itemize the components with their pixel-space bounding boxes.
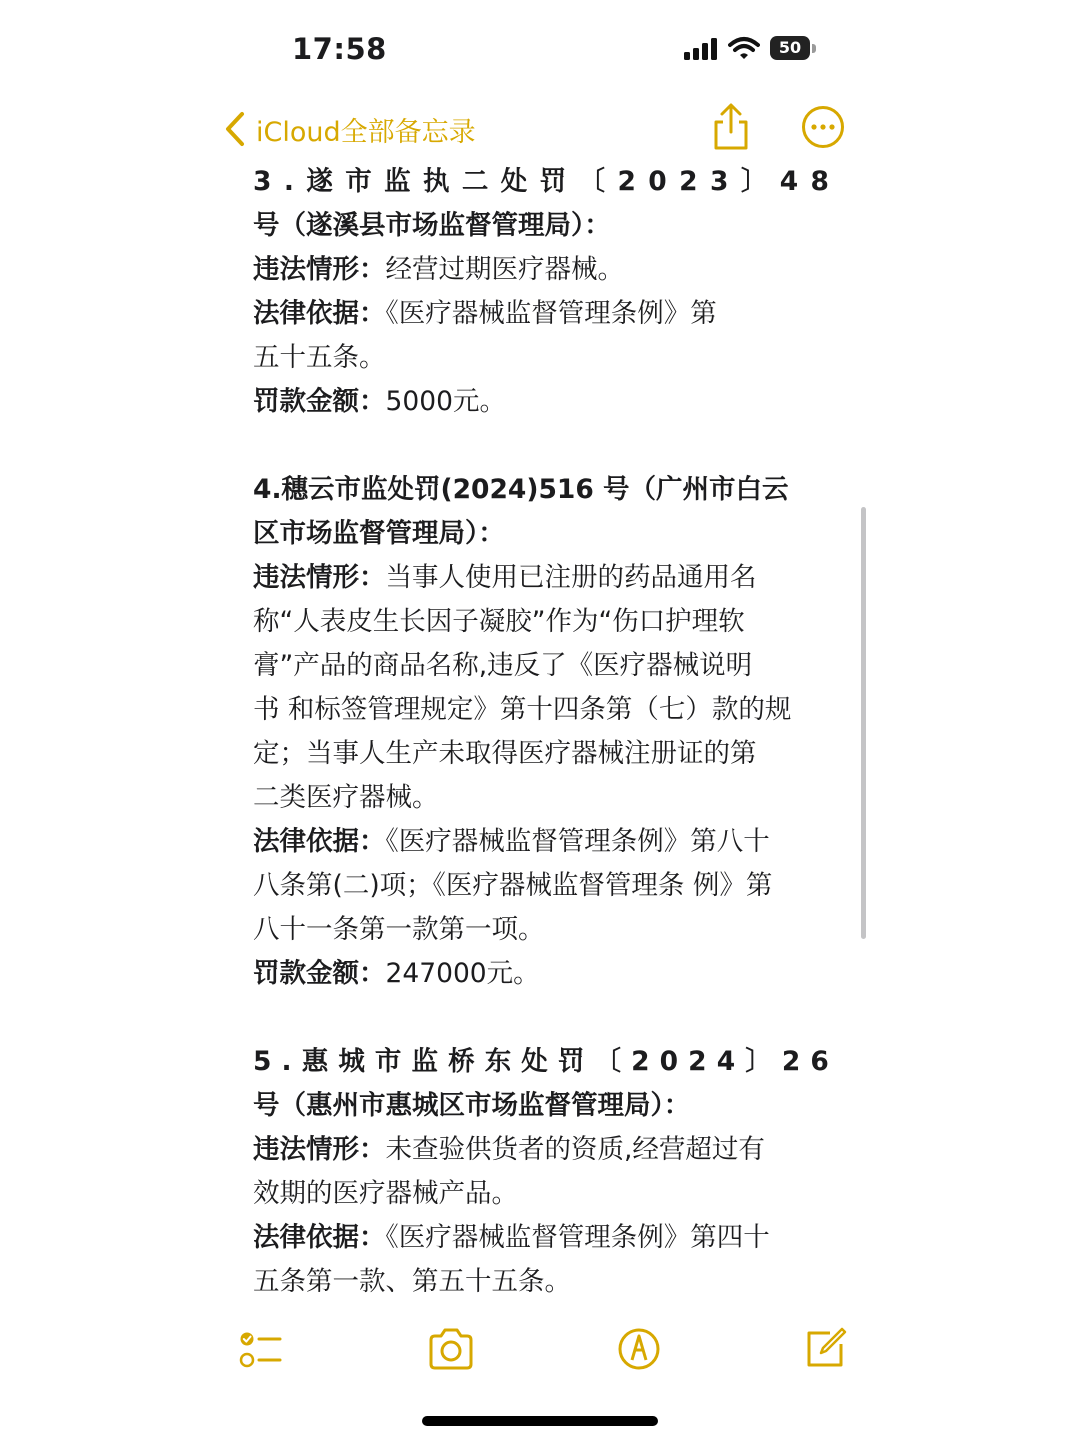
scrollbar[interactable] xyxy=(861,507,866,939)
heading-char: 4 xyxy=(779,166,799,197)
blank-line xyxy=(253,424,829,468)
s4-violation-text: 当事人使用已注册的药品通用名 xyxy=(385,562,757,593)
heading-char: 〔 xyxy=(578,166,606,197)
status-time: 17:58 xyxy=(292,32,387,66)
heading-char: 东 xyxy=(484,1046,512,1077)
s4-violation-cont: 定；当事人生产未取得医疗器械注册证的第 xyxy=(253,738,757,769)
s4-violation-cont: 二类医疗器械。 xyxy=(253,782,439,813)
heading-char: 罚 xyxy=(539,166,567,197)
heading-char: 市 xyxy=(345,166,372,197)
s3-basis-text: 《医疗器械监督管理条例》第 xyxy=(385,298,717,329)
more-icon[interactable] xyxy=(800,104,846,150)
battery-icon: 50 xyxy=(770,36,810,60)
battery-tip xyxy=(812,44,816,53)
heading-char: 8 xyxy=(810,166,829,197)
s5-heading-line2: 号（惠州市惠城区市场监督管理局）： xyxy=(253,1090,691,1121)
heading-char: 遂 xyxy=(306,166,333,197)
heading-char: 处 xyxy=(500,166,528,197)
s5-basis-text: 《医疗器械监督管理条例》第四十 xyxy=(385,1222,770,1253)
note-body[interactable] xyxy=(253,160,829,1304)
s3-heading-line1 xyxy=(253,160,829,204)
s3-fine xyxy=(253,380,829,424)
heading-char: 二 xyxy=(461,166,489,197)
s3-fine-label: 罚款金额： xyxy=(253,386,386,417)
checklist-icon[interactable] xyxy=(236,1324,286,1374)
heading-char: 〔 xyxy=(594,1046,621,1077)
heading-char: 〕 xyxy=(740,166,768,197)
back-button[interactable] xyxy=(220,102,476,156)
s5-basis-cont: 五条第一款、第五十五条。 xyxy=(253,1266,571,1297)
heading-char: 0 xyxy=(648,166,667,197)
heading-char: 城 xyxy=(338,1046,365,1077)
heading-char: 监 xyxy=(411,1046,438,1077)
heading-char: 2 xyxy=(617,166,636,197)
wifi-icon xyxy=(728,36,760,60)
heading-char: 处 xyxy=(521,1046,548,1077)
s5-violation xyxy=(253,1128,829,1172)
nav-bar xyxy=(0,98,1080,160)
s4-basis-text: 《医疗器械监督管理条例》第八十 xyxy=(385,826,770,857)
heading-char: 4 xyxy=(716,1046,736,1077)
cellular-signal-icon xyxy=(684,38,720,60)
chevron-left-icon xyxy=(220,109,250,149)
s4-fine-label: 罚款金额： xyxy=(253,958,386,989)
heading-char: 惠 xyxy=(301,1046,329,1077)
s4-basis-label: 法律依据： xyxy=(253,826,386,857)
heading-char: . xyxy=(281,1046,292,1077)
heading-char: 5 xyxy=(253,1046,272,1077)
s5-heading-line1 xyxy=(253,1040,829,1084)
markup-icon[interactable] xyxy=(614,1324,664,1374)
compose-icon[interactable] xyxy=(800,1324,850,1374)
back-label: iCloud全部备忘录 xyxy=(256,116,476,148)
s4-violation-label: 违法情形： xyxy=(253,562,386,593)
heading-char: 2 xyxy=(679,166,698,197)
s5-violation-cont: 效期的医疗器械产品。 xyxy=(253,1178,518,1209)
bottom-toolbar xyxy=(0,1318,1080,1378)
heading-char: 罚 xyxy=(557,1046,585,1077)
s5-violation-text: 未查验供货者的资质,经营超过有 xyxy=(385,1134,765,1165)
s3-basis-cont: 五十五条。 xyxy=(253,342,386,373)
s4-violation-cont: 膏”产品的商品名称,违反了《医疗器械说明 xyxy=(253,650,753,681)
heading-char: 2 xyxy=(631,1046,650,1077)
s4-violation xyxy=(253,556,829,600)
home-indicator xyxy=(422,1416,658,1426)
s5-basis-label: 法律依据： xyxy=(253,1222,386,1253)
s3-violation xyxy=(253,248,829,292)
s3-fine-text: 5000元。 xyxy=(385,386,506,417)
s4-basis-cont: 八十一条第一款第一项。 xyxy=(253,914,545,945)
s4-basis-cont: 八条第(二)项；《医疗器械监督管理条 例》第 xyxy=(253,870,773,901)
blank-line xyxy=(253,996,829,1040)
s3-basis-label: 法律依据： xyxy=(253,298,386,329)
heading-char: 2 xyxy=(781,1046,801,1077)
heading-char: 2 xyxy=(688,1046,707,1077)
s3-basis xyxy=(253,292,829,336)
s4-basis xyxy=(253,820,829,864)
heading-char: 执 xyxy=(422,166,450,197)
s3-heading-line2: 号（遂溪县市场监督管理局）： xyxy=(253,210,611,241)
heading-char: 桥 xyxy=(448,1046,475,1077)
heading-char: 3 xyxy=(253,166,272,197)
heading-char: 0 xyxy=(659,1046,679,1077)
s5-basis xyxy=(253,1216,829,1260)
heading-char: 3 xyxy=(709,166,729,197)
heading-char: 市 xyxy=(374,1046,402,1077)
s4-violation-cont: 书 和标签管理规定》第十四条第（七）款的规 xyxy=(253,694,792,725)
heading-char: 〕 xyxy=(745,1046,772,1077)
heading-char: . xyxy=(283,166,294,197)
share-icon[interactable] xyxy=(708,102,754,152)
s4-fine-text: 247000元。 xyxy=(385,958,540,989)
s4-heading-line2: 区市场监督管理局）： xyxy=(253,518,505,549)
camera-icon[interactable] xyxy=(426,1324,476,1374)
s4-heading-line1: 4.穗云市监处罚(2024)516 号（广州市白云 xyxy=(253,474,789,505)
s4-violation-cont: 称“人表皮生长因子凝胶”作为“伤口护理软 xyxy=(253,606,745,637)
s3-violation-label: 违法情形： xyxy=(253,254,386,285)
status-bar xyxy=(0,0,1080,100)
heading-char: 6 xyxy=(810,1046,829,1077)
s5-violation-label: 违法情形： xyxy=(253,1134,386,1165)
s3-violation-text: 经营过期医疗器械。 xyxy=(385,254,624,285)
s4-fine xyxy=(253,952,829,996)
heading-char: 监 xyxy=(384,166,411,197)
